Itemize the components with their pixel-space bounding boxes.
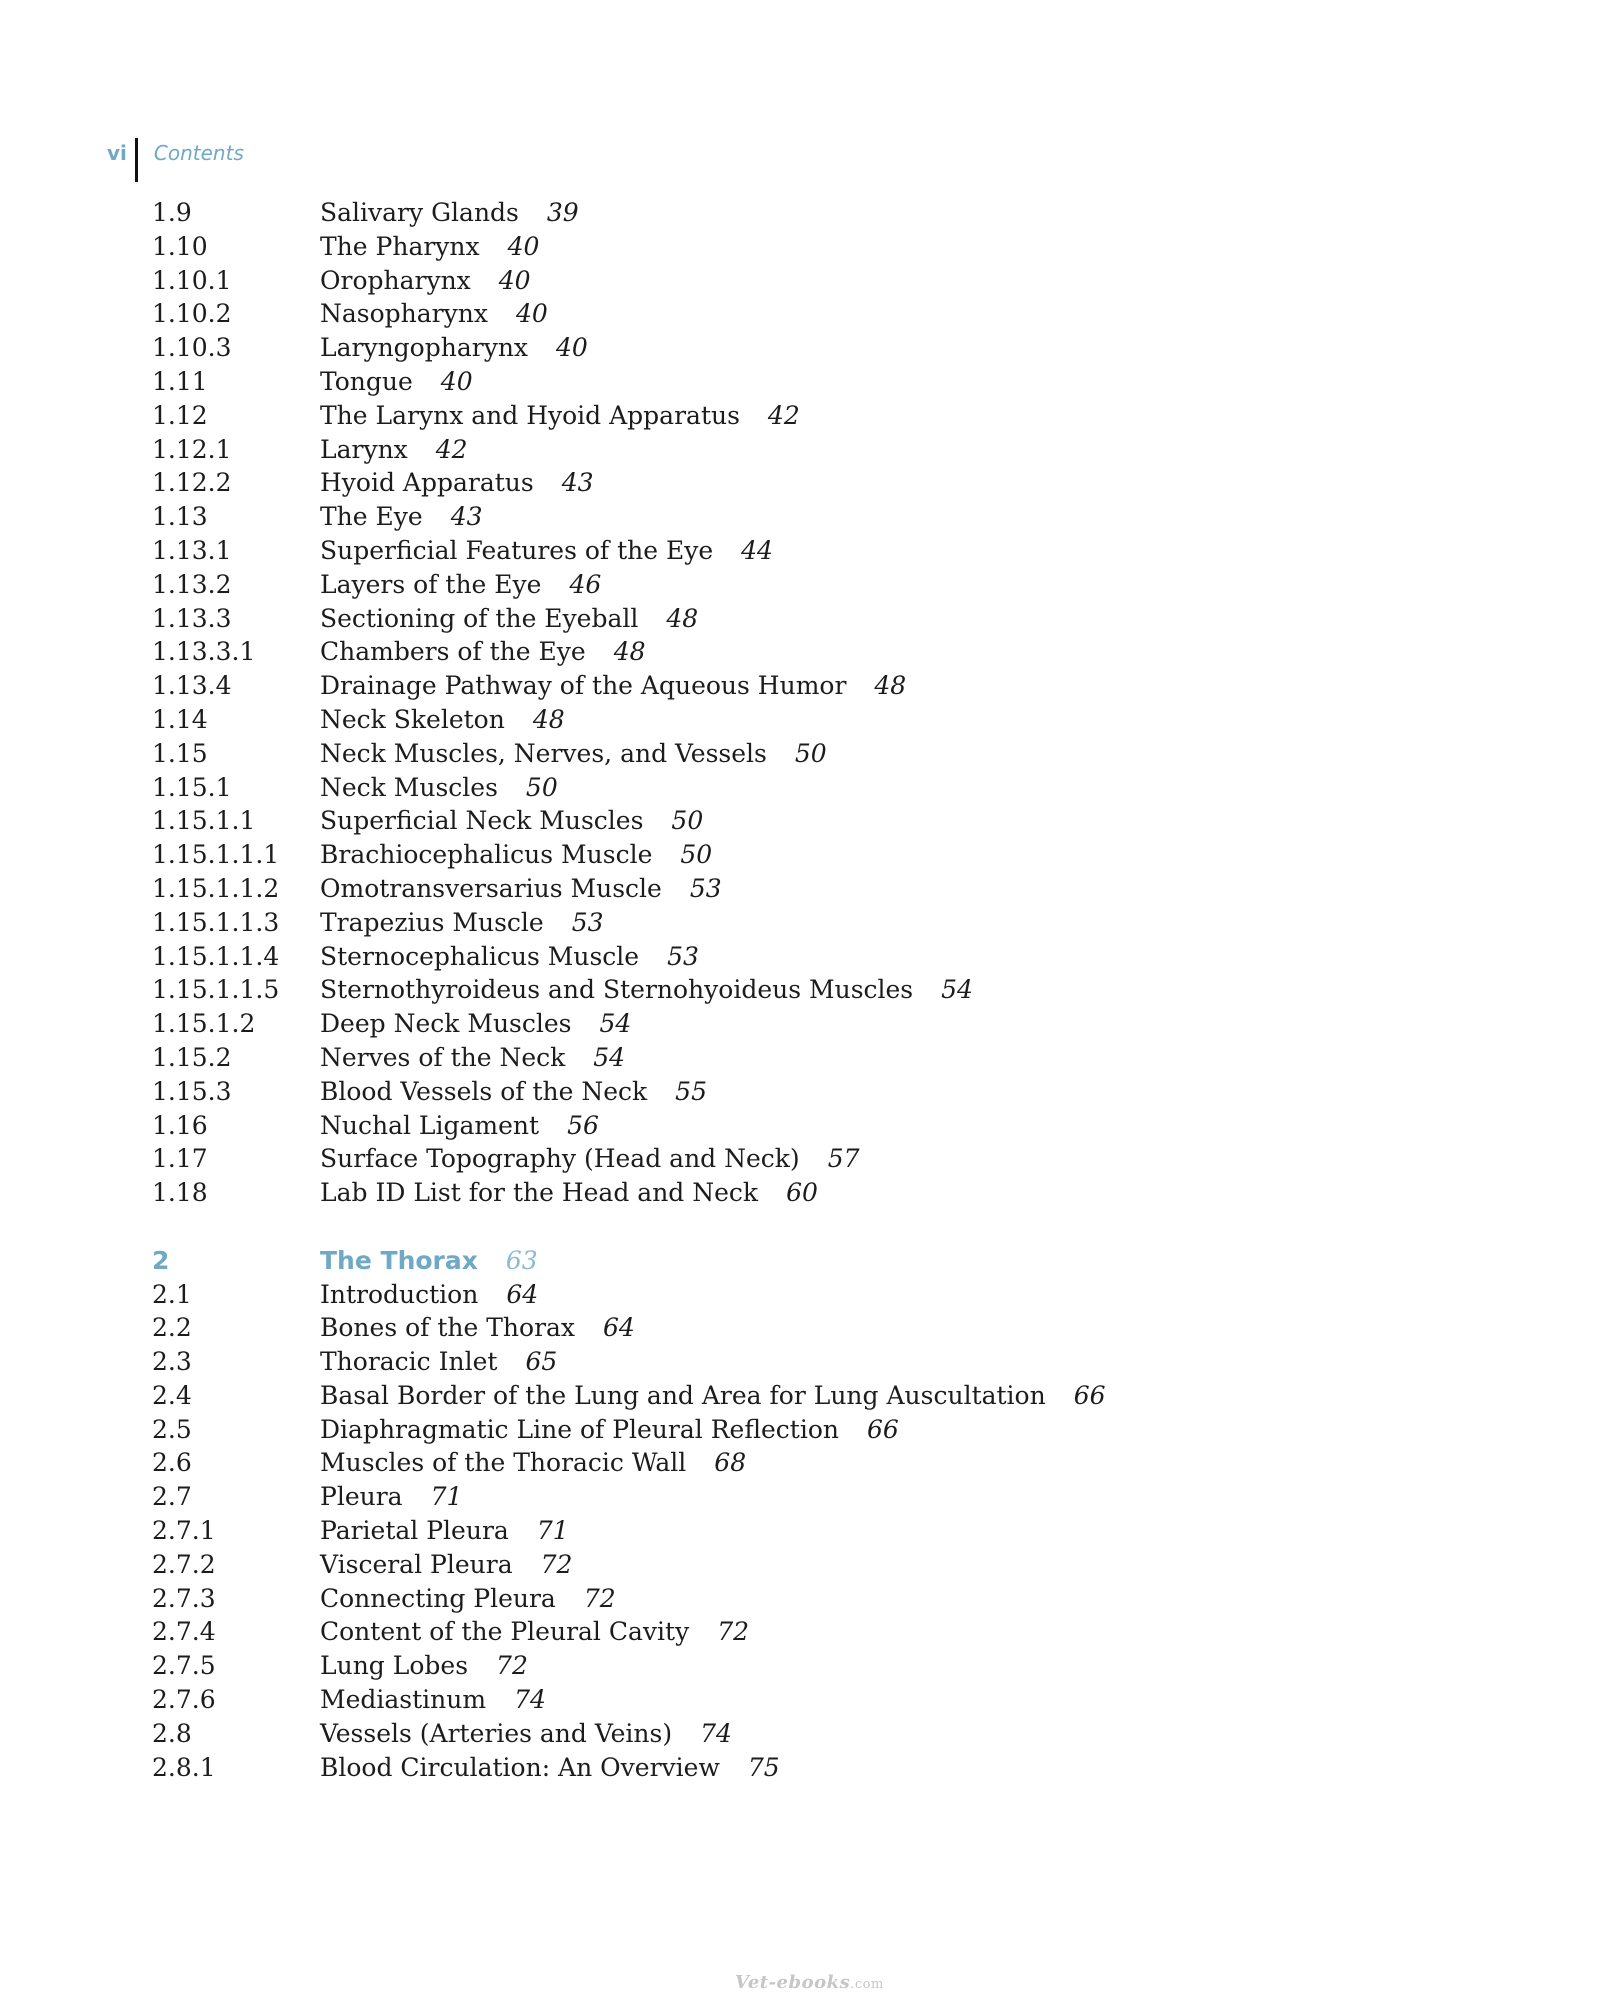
toc-entry-title: Basal Border of the Lung and Area for Lung Auscultation — [320, 1380, 1046, 1410]
toc-entry-title: Neck Skeleton — [320, 704, 505, 734]
toc-entry-title: Sternothyroideus and Sternohyoideus Muscles — [320, 975, 914, 1005]
toc-entry[interactable] — [152, 299, 1452, 333]
toc-entry-title: Oropharynx — [320, 265, 471, 295]
toc-entry-page: 40 — [507, 231, 540, 261]
toc-entry[interactable] — [152, 604, 1452, 638]
toc-entry-page: 50 — [671, 806, 704, 836]
toc-entry-number: 2.8 — [152, 1718, 192, 1748]
toc-entry-page: 50 — [794, 738, 827, 768]
toc-entry-page: 55 — [675, 1076, 707, 1106]
toc-entry-number: 1.13.3 — [152, 603, 232, 633]
toc-entry-title: Muscles of the Thoracic Wall — [320, 1448, 687, 1478]
toc-entry[interactable] — [152, 874, 1452, 908]
toc-entry-page: 40 — [515, 299, 548, 329]
toc-entry[interactable] — [152, 1347, 1452, 1381]
toc-entry[interactable] — [152, 502, 1452, 536]
toc-entry-number: 1.15.1 — [152, 772, 232, 802]
toc-entry-number: 1.13.4 — [152, 671, 232, 701]
toc-entry-title: Superficial Features of the Eye — [320, 535, 714, 565]
toc-entry[interactable] — [152, 198, 1452, 232]
toc-entry[interactable] — [152, 1415, 1452, 1449]
toc-entry[interactable] — [152, 1313, 1452, 1347]
toc-entry-page: 65 — [525, 1347, 558, 1377]
toc-entry-title: Superficial Neck Muscles — [320, 806, 644, 836]
toc-entry[interactable] — [152, 468, 1452, 502]
toc-entry-page: 48 — [613, 637, 646, 667]
toc-entry-title: Salivary Glands — [320, 198, 519, 227]
toc-entry-title: The Eye — [320, 502, 423, 532]
toc-entry-title: Drainage Pathway of the Aqueous Humor — [320, 671, 847, 701]
toc-entry-number: 2.4 — [152, 1380, 192, 1410]
toc-entry-page: 64 — [506, 1279, 539, 1309]
toc-entry[interactable] — [152, 908, 1452, 942]
toc-entry-title: Layers of the Eye — [320, 569, 542, 599]
table-of-contents — [152, 198, 1452, 1786]
toc-entry-page: 40 — [556, 333, 588, 363]
toc-entry-page: 48 — [532, 704, 565, 734]
toc-entry-page: 72 — [583, 1583, 616, 1613]
toc-entry-page: 46 — [569, 569, 602, 599]
toc-entry-number: 2.3 — [152, 1347, 192, 1377]
toc-entry-title: Larynx — [320, 434, 408, 464]
toc-entry-number: 1.12 — [152, 400, 208, 430]
toc-entry[interactable] — [152, 1077, 1452, 1111]
toc-entry-number: 1.9 — [152, 198, 192, 227]
toc-entry[interactable] — [152, 1448, 1452, 1482]
toc-entry[interactable] — [152, 1178, 1452, 1212]
toc-entry-number: 1.10 — [152, 231, 208, 261]
toc-entry-title: Chambers of the Eye — [320, 637, 586, 667]
toc-entry[interactable] — [152, 1009, 1452, 1043]
toc-entry[interactable] — [152, 1651, 1452, 1685]
toc-entry[interactable] — [152, 1111, 1452, 1145]
toc-entry[interactable] — [152, 806, 1452, 840]
toc-entry-title: The Pharynx — [320, 231, 480, 261]
toc-entry-title: Laryngopharynx — [320, 333, 529, 363]
toc-entry-page: 72 — [717, 1617, 750, 1647]
toc-entry-number: 2.1 — [152, 1279, 192, 1309]
toc-entry-title: Blood Circulation: An Overview — [320, 1752, 720, 1782]
toc-entry-number: 1.15.1.1.5 — [152, 975, 280, 1005]
toc-section-chapter1 — [152, 198, 1452, 1212]
toc-entry-title: Brachiocephalicus Muscle — [320, 840, 653, 870]
toc-entry-page: 48 — [666, 603, 699, 633]
toc-entry-page: 57 — [827, 1144, 860, 1174]
toc-entry-title: Nasopharynx — [320, 299, 488, 329]
toc-entry-page: 54 — [599, 1009, 632, 1039]
toc-entry-page: 50 — [525, 772, 558, 802]
watermark-logo — [735, 1972, 884, 1993]
running-header — [107, 138, 244, 182]
toc-entry-page: 66 — [1073, 1380, 1106, 1410]
toc-entry-page: 66 — [867, 1414, 899, 1444]
toc-entry-title: Introduction — [320, 1279, 479, 1309]
toc-entry[interactable] — [152, 232, 1452, 266]
toc-entry-number: 2.7.1 — [152, 1516, 216, 1546]
toc-entry-number: 2.7.2 — [152, 1549, 216, 1579]
toc-entry-page: 39 — [546, 198, 579, 227]
toc-entry-title: Sternocephalicus Muscle — [320, 941, 640, 971]
toc-entry-page: 44 — [741, 535, 773, 565]
toc-entry-page: 53 — [571, 907, 604, 937]
toc-entry-number: 2.8.1 — [152, 1752, 216, 1782]
toc-entry-page: 53 — [667, 941, 699, 971]
toc-entry-title: Deep Neck Muscles — [320, 1009, 572, 1039]
toc-entry-number: 2.2 — [152, 1313, 192, 1343]
toc-entry-page: 53 — [689, 873, 722, 903]
toc-entry-title: Omotransversarius Muscle — [320, 873, 662, 903]
toc-chapter-title: The Thorax — [320, 1245, 478, 1275]
toc-entry[interactable] — [152, 942, 1452, 976]
toc-entry-number: 1.16 — [152, 1110, 208, 1140]
toc-entry[interactable] — [152, 739, 1452, 773]
toc-entry-page: 42 — [435, 434, 468, 464]
toc-entry-number: 1.15.1.1.3 — [152, 907, 280, 937]
toc-entry-title: The Larynx and Hyoid Apparatus — [320, 400, 740, 430]
toc-entry-page: 40 — [498, 265, 531, 295]
toc-entry[interactable] — [152, 1719, 1452, 1753]
toc-entry-number: 1.11 — [152, 366, 208, 396]
toc-entry[interactable] — [152, 401, 1452, 435]
toc-entry[interactable] — [152, 1482, 1452, 1516]
toc-entry[interactable] — [152, 367, 1452, 401]
toc-chapter-number: 2 — [152, 1245, 170, 1275]
toc-entry-title: Diaphragmatic Line of Pleural Reflection — [320, 1414, 839, 1444]
toc-section-chapter2 — [152, 1280, 1452, 1787]
watermark-suffix: .com — [850, 1977, 884, 1992]
header-divider — [135, 138, 138, 182]
toc-entry-number: 2.7.5 — [152, 1651, 216, 1681]
toc-entry-number: 2.6 — [152, 1448, 192, 1478]
toc-entry-number: 1.15 — [152, 738, 208, 768]
toc-entry-page: 42 — [767, 400, 800, 430]
toc-entry-number: 1.12.2 — [152, 468, 232, 498]
toc-entry[interactable] — [152, 1550, 1452, 1584]
toc-entry-title: Visceral Pleura — [320, 1549, 513, 1579]
toc-entry[interactable] — [152, 773, 1452, 807]
toc-entry[interactable] — [152, 570, 1452, 604]
toc-entry-number: 2.7.6 — [152, 1685, 216, 1715]
toc-entry-title: Blood Vessels of the Neck — [320, 1076, 648, 1106]
toc-entry-number: 1.15.1.1.4 — [152, 941, 280, 971]
toc-entry-number: 1.15.1.1.2 — [152, 873, 280, 903]
toc-entry-title: Pleura — [320, 1482, 403, 1512]
toc-entry-page: 71 — [536, 1516, 569, 1546]
toc-entry-number: 1.17 — [152, 1144, 208, 1174]
toc-entry-title: Lab ID List for the Head and Neck — [320, 1178, 759, 1208]
toc-entry-number: 1.10.3 — [152, 333, 232, 363]
toc-entry[interactable] — [152, 1753, 1452, 1787]
toc-entry[interactable] — [152, 1584, 1452, 1618]
toc-entry-page: 71 — [430, 1482, 463, 1512]
toc-entry[interactable] — [152, 705, 1452, 739]
toc-entry[interactable] — [152, 1144, 1452, 1178]
watermark-text: Vet-ebooks — [735, 1972, 851, 1993]
toc-entry-number: 1.14 — [152, 704, 208, 734]
toc-entry-title: Mediastinum — [320, 1685, 487, 1715]
toc-entry-title: Bones of the Thorax — [320, 1313, 576, 1343]
toc-entry-page: 68 — [714, 1448, 747, 1478]
toc-entry-title: Tongue — [320, 366, 413, 396]
running-section-title: Contents — [153, 141, 244, 165]
toc-entry-number: 1.13 — [152, 502, 208, 532]
toc-entry-number: 1.10.1 — [152, 265, 232, 295]
toc-entry-number: 1.15.1.1 — [152, 806, 256, 836]
toc-entry-title: Nuchal Ligament — [320, 1110, 540, 1140]
toc-entry-number: 1.15.1.2 — [152, 1009, 256, 1039]
toc-entry-number: 1.15.2 — [152, 1042, 232, 1072]
toc-entry-title: Connecting Pleura — [320, 1583, 556, 1613]
toc-entry[interactable] — [152, 671, 1452, 705]
toc-entry-title: Parietal Pleura — [320, 1516, 509, 1546]
toc-entry-page: 72 — [496, 1651, 528, 1681]
toc-entry-title: Surface Topography (Head and Neck) — [320, 1144, 800, 1174]
toc-entry[interactable] — [152, 333, 1452, 367]
toc-entry[interactable] — [152, 1685, 1452, 1719]
toc-entry-title: Content of the Pleural Cavity — [320, 1617, 690, 1647]
toc-entry[interactable] — [152, 1516, 1452, 1550]
toc-chapter-heading[interactable] — [152, 1246, 1452, 1280]
toc-entry[interactable] — [152, 1617, 1452, 1651]
chapter-spacer — [152, 1212, 1452, 1246]
toc-entry-title: Neck Muscles — [320, 772, 498, 802]
toc-entry-number: 1.15.3 — [152, 1076, 232, 1106]
toc-entry-number: 1.13.1 — [152, 535, 232, 565]
toc-entry-page: 60 — [786, 1178, 818, 1208]
toc-entry[interactable] — [152, 435, 1452, 469]
toc-entry[interactable] — [152, 1280, 1452, 1314]
toc-entry-number: 1.12.1 — [152, 434, 232, 464]
toc-entry-page: 43 — [561, 468, 594, 498]
toc-entry-title: Hyoid Apparatus — [320, 468, 534, 498]
toc-entry-page: 74 — [514, 1685, 546, 1715]
toc-chapter-page: 63 — [505, 1245, 538, 1275]
toc-entry-number: 1.13.2 — [152, 569, 232, 599]
toc-entry-page: 48 — [874, 671, 907, 701]
toc-entry[interactable] — [152, 1381, 1452, 1415]
toc-entry-title: Thoracic Inlet — [320, 1347, 498, 1377]
toc-entry-page: 54 — [593, 1042, 626, 1072]
toc-entry-title: Trapezius Muscle — [320, 907, 544, 937]
toc-entry[interactable] — [152, 975, 1452, 1009]
toc-entry-page: 64 — [603, 1313, 635, 1343]
toc-entry-number: 2.7.3 — [152, 1583, 216, 1613]
toc-entry-title: Sectioning of the Eyeball — [320, 603, 639, 633]
toc-entry-page: 75 — [747, 1752, 780, 1782]
toc-entry-number: 1.15.1.1.1 — [152, 840, 280, 870]
toc-entry-number: 2.7 — [152, 1482, 192, 1512]
toc-entry-title: Nerves of the Neck — [320, 1042, 566, 1072]
toc-entry-title: Vessels (Arteries and Veins) — [320, 1718, 673, 1748]
toc-entry-number: 2.5 — [152, 1414, 192, 1444]
toc-entry-page: 54 — [941, 975, 973, 1005]
toc-entry-number: 2.7.4 — [152, 1617, 216, 1647]
toc-entry-title: Neck Muscles, Nerves, and Vessels — [320, 738, 767, 768]
toc-entry-page: 74 — [700, 1718, 732, 1748]
toc-entry-page: 72 — [540, 1549, 573, 1579]
toc-entry-page: 56 — [567, 1110, 599, 1140]
toc-entry[interactable] — [152, 536, 1452, 570]
toc-entry[interactable] — [152, 1043, 1452, 1077]
toc-entry-page: 50 — [680, 840, 713, 870]
toc-entry-page: 43 — [450, 502, 483, 532]
toc-entry[interactable] — [152, 840, 1452, 874]
toc-entry-title: Lung Lobes — [320, 1651, 469, 1681]
toc-entry-number: 1.13.3.1 — [152, 637, 256, 667]
toc-entry-number: 1.18 — [152, 1178, 208, 1208]
toc-entry-page: 40 — [440, 366, 473, 396]
toc-entry-number: 1.10.2 — [152, 299, 232, 329]
page-folio: vi — [107, 141, 127, 165]
toc-entry[interactable] — [152, 637, 1452, 671]
toc-entry[interactable] — [152, 266, 1452, 300]
